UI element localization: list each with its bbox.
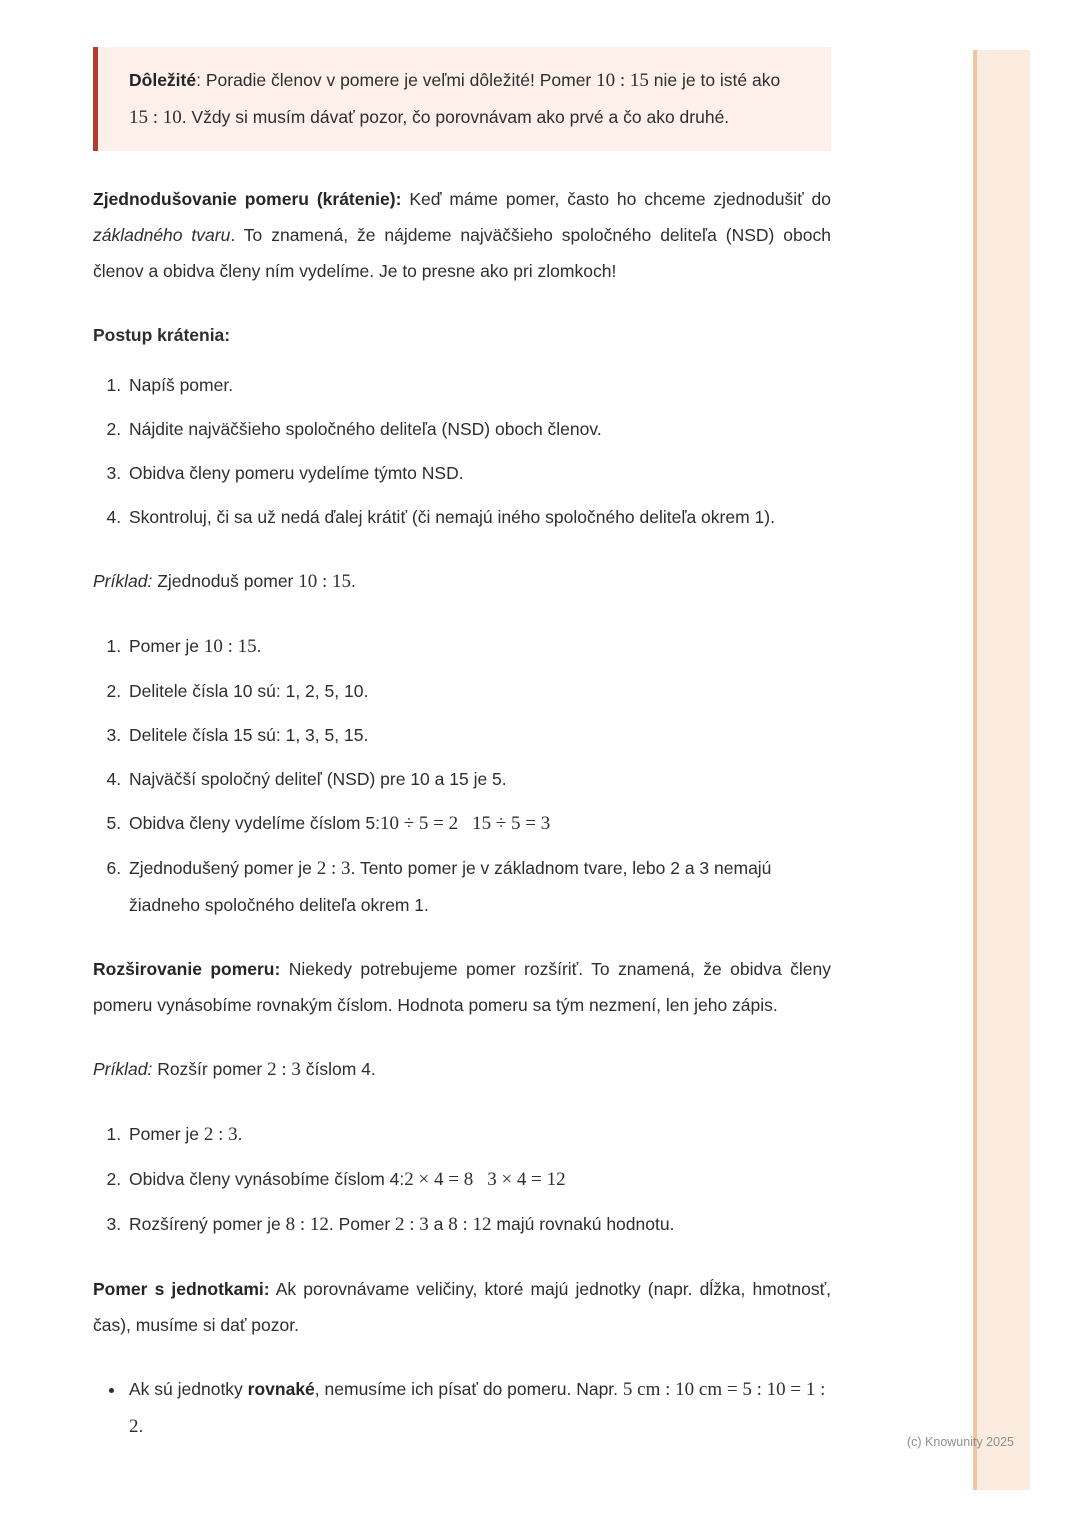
list-item-text: . xyxy=(256,636,262,656)
emphasized-term: základného tvaru xyxy=(93,225,231,245)
ratio-value: 8 : 12 xyxy=(285,1214,329,1235)
equation-value: 5 cm : 10 cm = 5 : 10 = 1 : 2 xyxy=(129,1379,826,1437)
ratio-value: 10 : 15 xyxy=(596,70,649,91)
paragraph-lead: Rozširovanie pomeru: xyxy=(93,959,281,979)
paragraph-segment: Niekedy potrebujeme pomer rozšíriť. To znamená, že obidva členy pomeru vynásobíme rovnakým číslom. Hodnota pomeru sa tým nezmení, len jeho zápis. xyxy=(93,959,831,1015)
list-units xyxy=(93,1371,831,1445)
equation-value: 2 × 4 = 8 xyxy=(404,1169,474,1190)
paragraph-simplify xyxy=(93,181,831,289)
callout-segment: . Vždy si musím dávať pozor, čo porovnávam ako prvé a čo ako druhé. xyxy=(181,107,730,127)
page-content xyxy=(93,47,831,1473)
list-item xyxy=(126,455,831,491)
page-edge-strip xyxy=(973,50,1030,1490)
equation-value: 10 ÷ 5 = 2 xyxy=(379,813,459,834)
list-item xyxy=(126,628,831,665)
paragraph-lead: Zjednodušovanie pomeru (krátenie): xyxy=(93,189,402,209)
paragraph-example2 xyxy=(93,1051,831,1088)
example-label: Príklad: xyxy=(93,1059,153,1079)
list-item xyxy=(126,367,831,403)
paragraph-units xyxy=(93,1271,831,1343)
ratio-value: 8 : 12 xyxy=(448,1214,492,1235)
list-item-text: . Tento pomer je v základnom tvare, lebo 2 a 3 nemajú žiadneho spoločného deliteľa okrem 1. xyxy=(129,858,772,915)
paragraph-segment: Keď máme pomer, často ho chceme zjednodušiť do xyxy=(401,189,831,209)
footer-credit: (c) Knowunity 2025 xyxy=(906,1435,1014,1449)
callout-segment: nie je to isté ako xyxy=(648,70,781,90)
list-item-text: Delitele čísla 10 sú: 1, 2, 5, 10. xyxy=(129,681,369,701)
equation-value: 15 ÷ 5 = 3 xyxy=(472,813,551,834)
list-item-text: Nájdite najväčšieho spoločného deliteľa (NSD) oboch členov. xyxy=(129,419,602,439)
ratio-value: 10 : 15 xyxy=(203,636,257,657)
paragraph-segment: Rozšír pomer xyxy=(152,1059,268,1079)
ratio-value: 2 : 3 xyxy=(316,858,351,879)
list-item-text: Obidva členy vynásobíme číslom 4: xyxy=(129,1169,405,1189)
paragraph-segment: . xyxy=(351,571,356,591)
list-item-text: majú rovnakú hodnotu. xyxy=(491,1214,675,1234)
list-item-text: Rozšírený pomer je xyxy=(129,1214,286,1234)
paragraph-segment: . To znamená, že nájdeme najväčšieho spoločného deliteľa (NSD) oboch členov a obidva členy ním vydelíme. Je to presne ako pri zlomkoch! xyxy=(93,225,831,281)
list-item-text: Najväčší spoločný deliteľ (NSD) pre 10 a 15 je 5. xyxy=(129,769,507,789)
list-item-text: Zjednodušený pomer je xyxy=(129,858,317,878)
list-item-text: . xyxy=(237,1124,243,1144)
ratio-value: 15 : 10 xyxy=(129,107,182,128)
ratio-value: 2 : 3 xyxy=(267,1059,301,1080)
paragraph-segment: Zjednoduš pomer xyxy=(152,571,299,591)
list-item xyxy=(126,1371,831,1445)
callout-label: Dôležité xyxy=(129,70,197,90)
list-item-text: Delitele čísla 15 sú: 1, 3, 5, 15. xyxy=(129,725,369,745)
list-item-text: Pomer je xyxy=(129,1124,204,1144)
list-item xyxy=(126,850,831,923)
list-item xyxy=(126,411,831,447)
list-item-text: Napíš pomer. xyxy=(129,375,234,395)
heading-steps: Postup krátenia: xyxy=(93,325,231,345)
important-callout xyxy=(93,47,831,151)
list-item-text: Skontroluj, či sa už nedá ďalej krátiť (či nemajú iného spoločného deliteľa okrem 1). xyxy=(129,507,775,527)
ratio-value: 2 : 3 xyxy=(395,1214,429,1235)
list-item-text: Obidva členy vydelíme číslom 5: xyxy=(129,813,380,833)
list-item-text: Pomer je xyxy=(129,636,204,656)
list-item-text: . xyxy=(138,1416,144,1436)
list-example1 xyxy=(93,628,831,923)
paragraph-expand xyxy=(93,951,831,1023)
list-item xyxy=(126,1206,831,1243)
paragraph-segment: číslom 4. xyxy=(300,1059,376,1079)
ratio-value: 2 : 3 xyxy=(203,1124,238,1145)
callout-segment: : Poradie členov v pomere je veľmi dôležité! Pomer xyxy=(196,70,597,90)
example-label: Príklad: xyxy=(93,571,153,591)
list-item xyxy=(126,673,831,709)
callout-text xyxy=(129,62,803,136)
list-item xyxy=(126,805,831,842)
list-item-text: Obidva členy pomeru vydelíme týmto NSD. xyxy=(129,463,464,483)
list-steps xyxy=(93,367,831,535)
bold-term: rovnaké xyxy=(247,1379,315,1399)
list-item-text: . Pomer xyxy=(328,1214,396,1234)
ratio-value: 10 : 15 xyxy=(298,571,352,592)
list-item-text: Ak sú jednotky xyxy=(129,1379,248,1399)
list-item xyxy=(126,717,831,753)
equation-value: 3 × 4 = 12 xyxy=(487,1169,566,1190)
list-item-text: , nemusíme ich písať do pomeru. Napr. xyxy=(314,1379,623,1399)
paragraph-segment: Ak porovnávame veličiny, ktoré majú jednotky (napr. dĺžka, hmotnosť, čas), musíme si dať pozor. xyxy=(93,1279,831,1335)
list-item xyxy=(126,499,831,535)
list-item-text: a xyxy=(428,1214,449,1234)
list-item xyxy=(126,1116,831,1153)
paragraph-lead: Pomer s jednotkami: xyxy=(93,1279,270,1299)
list-example2 xyxy=(93,1116,831,1243)
paragraph-example1 xyxy=(93,563,831,600)
list-item xyxy=(126,761,831,797)
list-item xyxy=(126,1161,831,1198)
